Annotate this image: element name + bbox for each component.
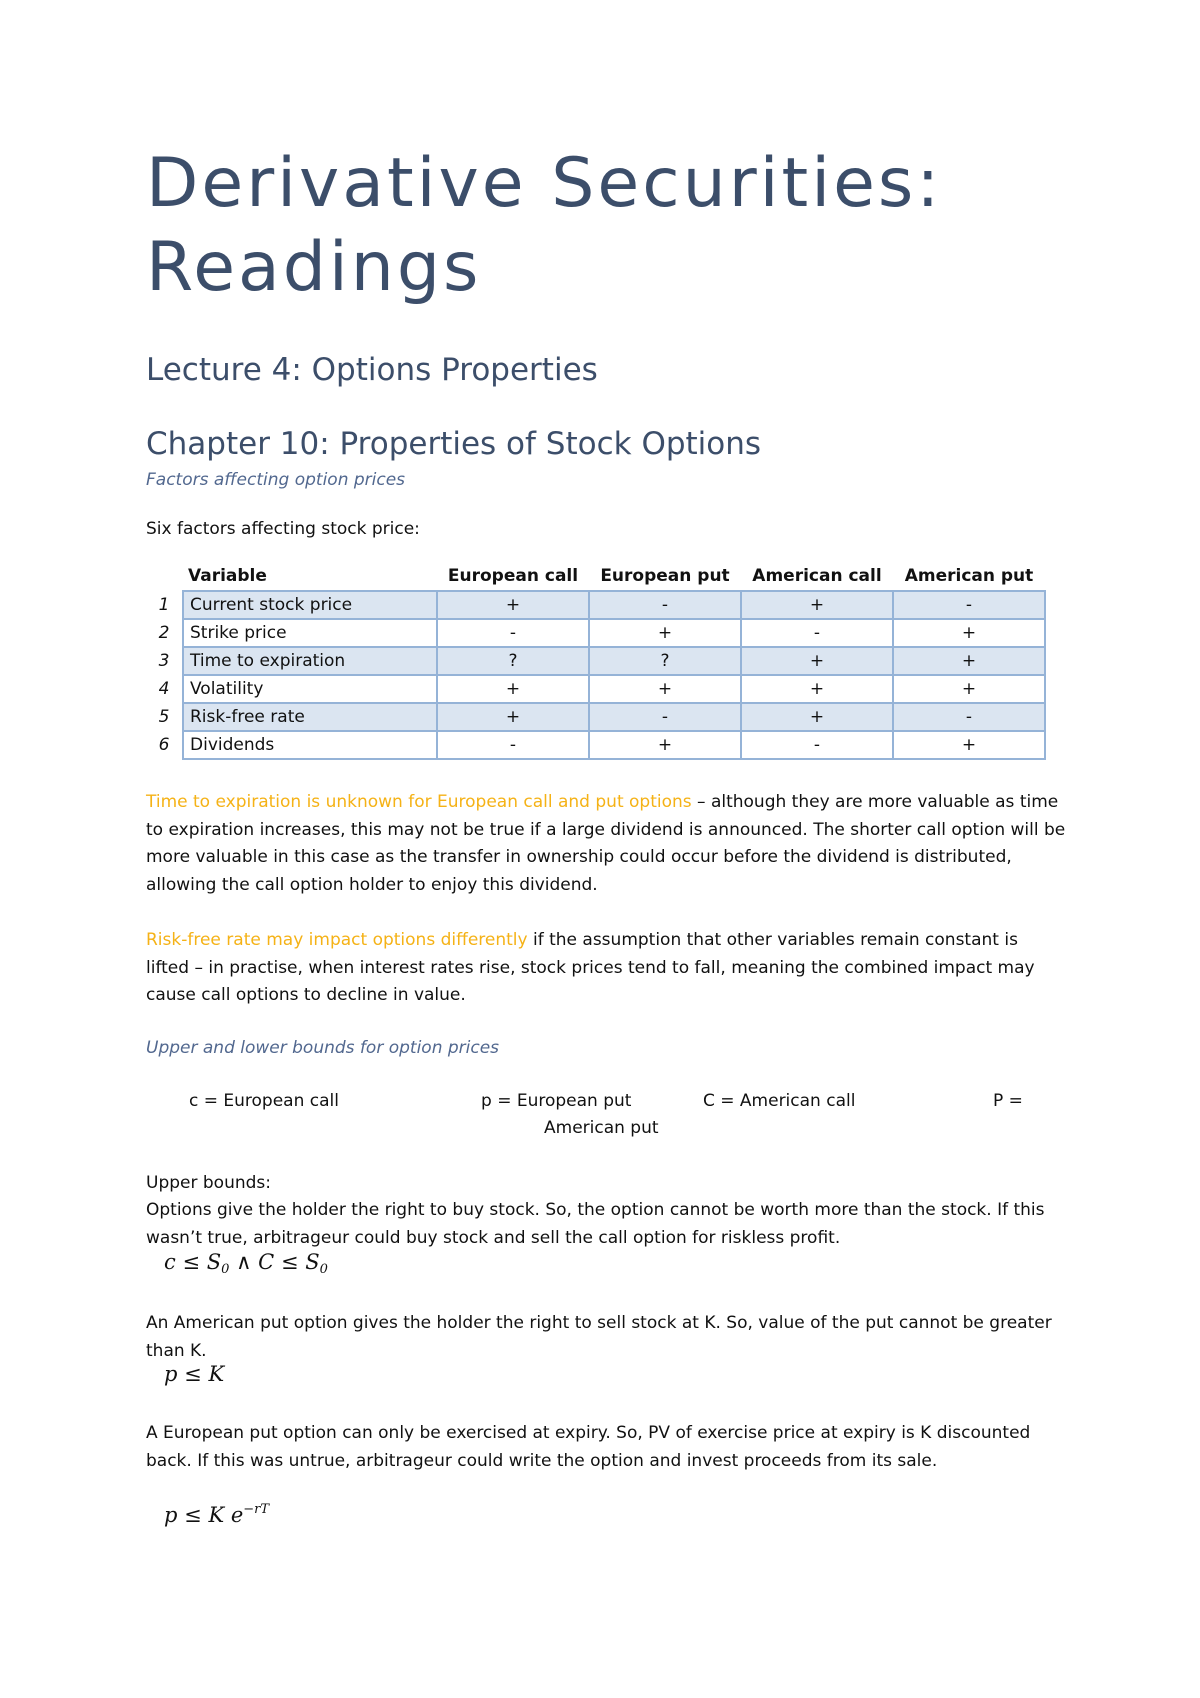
- cell-european-call: +: [437, 675, 589, 703]
- upper-bounds-text: Options give the holder the right to buy stock. So, the option cannot be worth more than the stock. If this wasn’t true, arbitrageur could buy stock and sell the call option for riskless profit.: [146, 1200, 1045, 1248]
- cell-american-call: +: [741, 591, 893, 619]
- formula-S: S: [305, 1250, 320, 1274]
- row-variable: Time to expiration: [183, 647, 437, 675]
- risk-free-rate-highlight: Risk-free rate may impact options differently: [146, 930, 528, 950]
- factors-subheading: Factors affecting option prices: [146, 470, 406, 490]
- formula-p: p: [164, 1362, 178, 1386]
- cell-european-put: ?: [589, 647, 741, 675]
- cell-european-call: -: [437, 731, 589, 759]
- cell-american-put: +: [893, 619, 1045, 647]
- row-variable: Risk-free rate: [183, 703, 437, 731]
- upper-bounds-label: Upper bounds:: [146, 1173, 271, 1193]
- row-number: 4: [146, 675, 183, 703]
- formula-le: ≤: [280, 1250, 299, 1274]
- formula-subscript: 0: [221, 1262, 230, 1277]
- formula-european-put-bound: [164, 1502, 269, 1527]
- american-put-text: An American put option gives the holder the right to sell stock at K. So, value of the put cannot be greater than K.: [146, 1313, 1052, 1361]
- row-number: 6: [146, 731, 183, 759]
- formula-and: ∧: [236, 1250, 252, 1274]
- cell-european-put: -: [589, 703, 741, 731]
- lecture-heading: Lecture 4: Options Properties: [146, 352, 598, 388]
- row-number: 1: [146, 591, 183, 619]
- cell-american-call: -: [741, 619, 893, 647]
- cell-european-put: -: [589, 591, 741, 619]
- cell-american-put: -: [893, 703, 1045, 731]
- formula-K: K: [208, 1362, 225, 1386]
- notation-P: P =: [993, 1091, 1023, 1111]
- cell-american-put: +: [893, 731, 1045, 759]
- table-row: [146, 703, 1045, 731]
- header-european-call: European call: [447, 566, 579, 586]
- formula-K: K: [208, 1503, 225, 1527]
- notation-P-continued: American put: [544, 1118, 659, 1138]
- notation-c: c = European call: [189, 1091, 339, 1111]
- factors-intro: Six factors affecting stock price:: [146, 519, 420, 539]
- row-number: 3: [146, 647, 183, 675]
- cell-european-call: ?: [437, 647, 589, 675]
- table-row: [146, 591, 1045, 619]
- notation-C: C = American call: [703, 1091, 856, 1111]
- formula-call-upper-bound: [164, 1250, 328, 1277]
- table-row: [146, 647, 1045, 675]
- row-variable: Strike price: [183, 619, 437, 647]
- row-number: 5: [146, 703, 183, 731]
- header-variable: Variable: [188, 566, 267, 586]
- formula-le: ≤: [184, 1362, 202, 1386]
- chapter-heading: Chapter 10: Properties of Stock Options: [146, 426, 762, 462]
- formula-subscript: 0: [319, 1262, 328, 1277]
- formula-american-put-bound: [164, 1362, 224, 1386]
- formula-e: e: [230, 1503, 244, 1527]
- cell-european-call: +: [437, 703, 589, 731]
- title-line-1: Derivative Securities:: [146, 144, 943, 223]
- table-row: [146, 731, 1045, 759]
- row-variable: Current stock price: [183, 591, 437, 619]
- formula-le: ≤: [184, 1503, 202, 1527]
- cell-european-call: +: [437, 591, 589, 619]
- cell-american-call: +: [741, 647, 893, 675]
- header-european-put: European put: [600, 566, 730, 586]
- time-to-expiration-text: – although they are more valuable as time to expiration increases, this may not be true if a large dividend is announced. The shorter call option will be more valuable in this case as the transfer in ownership could occur before the dividend is distributed, allowing the call option holder to enjoy this dividend.: [146, 792, 1066, 895]
- formula-c: c: [164, 1250, 176, 1274]
- factors-table: [146, 562, 1046, 760]
- risk-free-rate-text: if the assumption that other variables remain constant is lifted – in practise, when interest rates rise, stock prices tend to fall, meaning the combined impact may cause call options to decline in value.: [146, 930, 1035, 1005]
- table-row: [146, 619, 1045, 647]
- document-title: [146, 142, 1146, 310]
- row-number: 2: [146, 619, 183, 647]
- header-american-call: American call: [752, 566, 882, 586]
- cell-american-put: +: [893, 647, 1045, 675]
- formula-C: C: [258, 1250, 275, 1274]
- header-american-put: American put: [904, 566, 1034, 586]
- cell-american-put: +: [893, 675, 1045, 703]
- row-variable: Dividends: [183, 731, 437, 759]
- title-line-2: Readings: [146, 228, 482, 307]
- cell-american-call: +: [741, 703, 893, 731]
- row-variable: Volatility: [183, 675, 437, 703]
- cell-american-call: +: [741, 675, 893, 703]
- bounds-subheading: Upper and lower bounds for option prices: [146, 1038, 500, 1058]
- time-to-expiration-highlight: Time to expiration is unknown for European call and put options: [146, 792, 692, 812]
- european-put-text: A European put option can only be exercised at expiry. So, PV of exercise price at expiry is K discounted back. If this was untrue, arbitrageur could write the option and invest proceeds from its sale.: [146, 1423, 1031, 1471]
- cell-european-put: +: [589, 731, 741, 759]
- table-header-row: [146, 562, 1045, 591]
- cell-european-call: -: [437, 619, 589, 647]
- cell-american-put: -: [893, 591, 1045, 619]
- formula-exponent: −rT: [243, 1502, 270, 1517]
- formula-le: ≤: [182, 1250, 201, 1274]
- cell-american-call: -: [741, 731, 893, 759]
- time-to-expiration-paragraph: [146, 789, 1066, 899]
- formula-p: p: [164, 1503, 178, 1527]
- risk-free-rate-paragraph: [146, 927, 1066, 1010]
- cell-european-put: +: [589, 619, 741, 647]
- formula-S: S: [206, 1250, 222, 1274]
- table-row: [146, 675, 1045, 703]
- cell-european-put: +: [589, 675, 741, 703]
- notation-p: p = European put: [481, 1091, 632, 1111]
